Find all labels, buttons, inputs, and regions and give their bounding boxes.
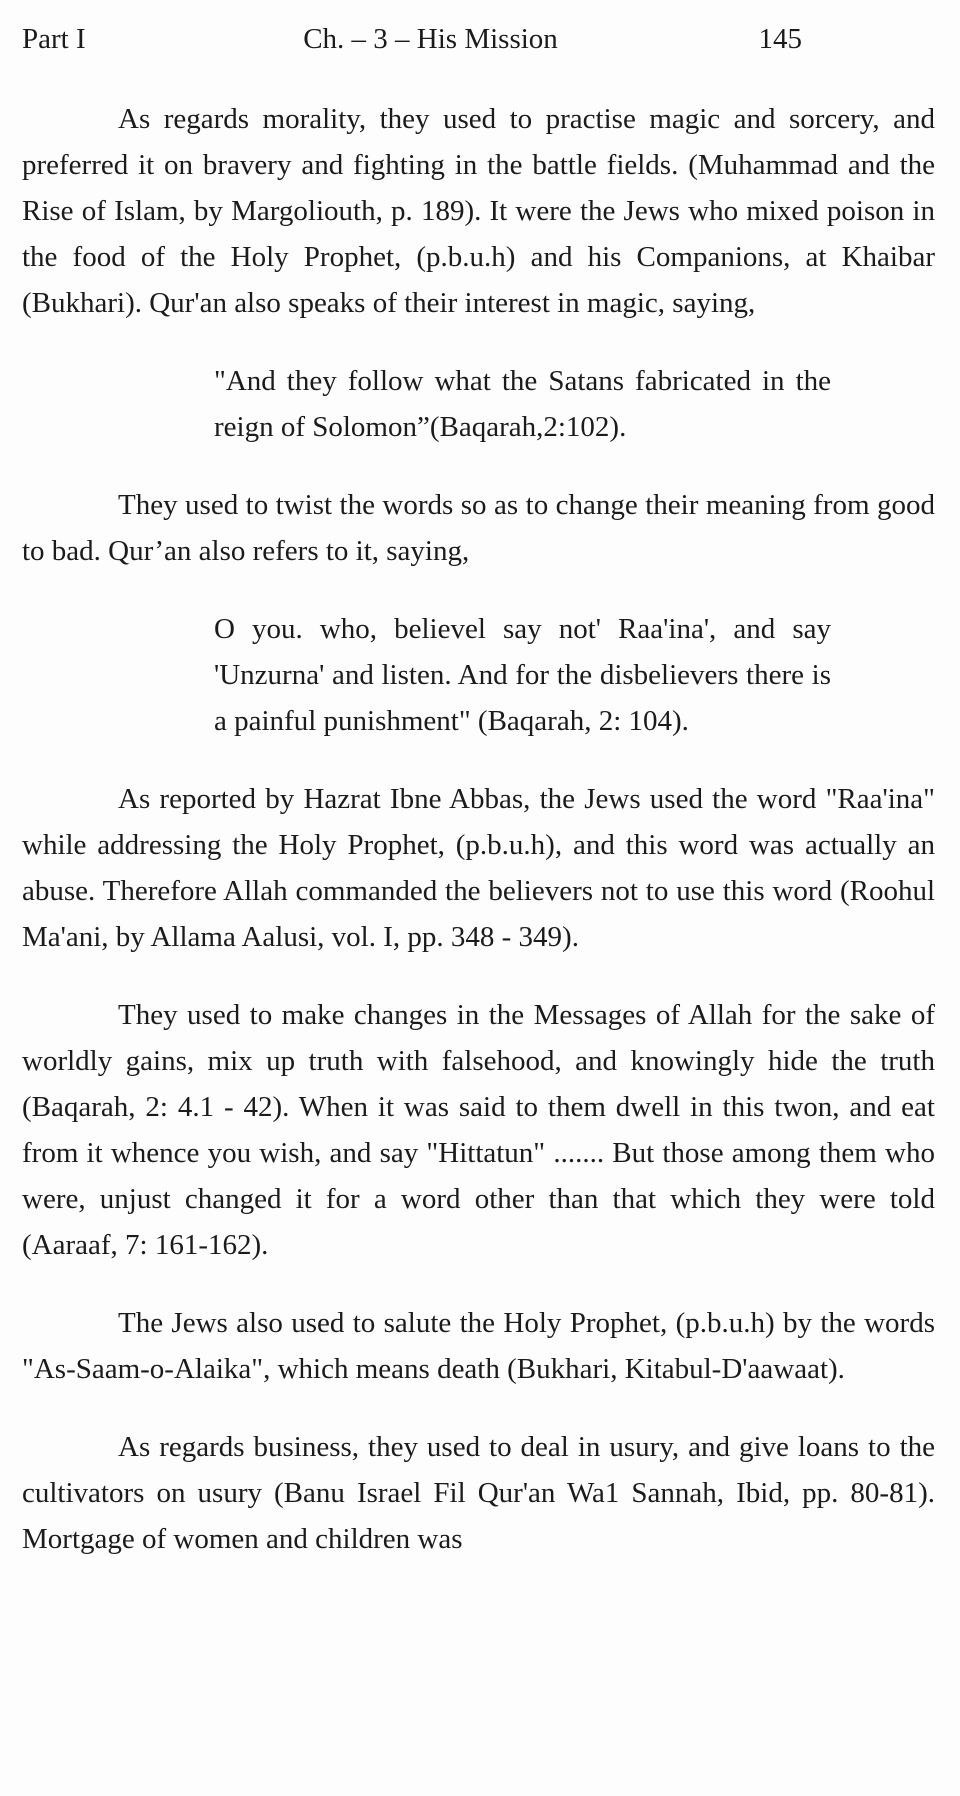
quote-baqarah-2-102: "And they follow what the Satans fabricated in the reign of Solomon”(Baqarah,2:102).: [214, 365, 831, 443]
page-body: [22, 96, 935, 1562]
header-page-number: 145: [758, 23, 802, 55]
paragraph-morality-magic: As regards morality, they used to practise magic and sorcery, and preferred it on bravery and fighting in the battle fields. (Muhammad and the Rise of Islam, by Margoliouth, p. 189). It were the Jews who mixed poison in the food of the Holy Prophet, (p.b.u.h) and his Companions, at Khaibar (Bukhari). Qur'an also speaks of their interest in magic, saying,: [22, 103, 935, 319]
paragraph-twist-words: They used to twist the words so as to change their meaning from good to bad. Qur’an also refers to it, saying,: [22, 489, 935, 567]
header-part-label: Part I: [22, 23, 86, 55]
paragraph-raaina-abuse: As reported by Hazrat Ibne Abbas, the Jews used the word "Raa'ina" while addressing the Holy Prophet, (p.b.u.h), and this word was actually an abuse. Therefore Allah commanded the believers not to use this word (Roohul Ma'ani, by Allama Aalusi, vol. I, pp. 348 - 349).: [22, 783, 935, 953]
quote-baqarah-2-104: O you. who, believel say not' Raa'ina', and say 'Unzurna' and listen. And for the disbelievers there is a painful punishment" (Baqarah, 2: 104).: [214, 613, 831, 737]
paragraph-business-usury: As regards business, they used to deal in usury, and give loans to the cultivators on usury (Banu Israel Fil Qur'an Wa1 Sannah, Ibid, pp. 80-81). Mortgage of women and children was: [22, 1431, 935, 1555]
paragraph-salute-prophet: The Jews also used to salute the Holy Prophet, (p.b.u.h) by the words "As-Saam-o-Alaika", which means death (Bukhari, Kitabul-D'aawaat).: [22, 1307, 935, 1385]
page-header: [22, 22, 935, 56]
header-chapter-title: Ch. – 3 – His Mission: [303, 23, 558, 55]
paragraph-changes-messages: They used to make changes in the Messages of Allah for the sake of worldly gains, mix up truth with falsehood, and knowingly hide the truth (Baqarah, 2: 4.1 - 42). When it was said to them dwell in this twon, and eat from it whence you wish, and say "Hittatun" ....... But those among them who were, unjust changed it for a word other than that which they were told (Aaraaf, 7: 161-162).: [22, 999, 935, 1261]
